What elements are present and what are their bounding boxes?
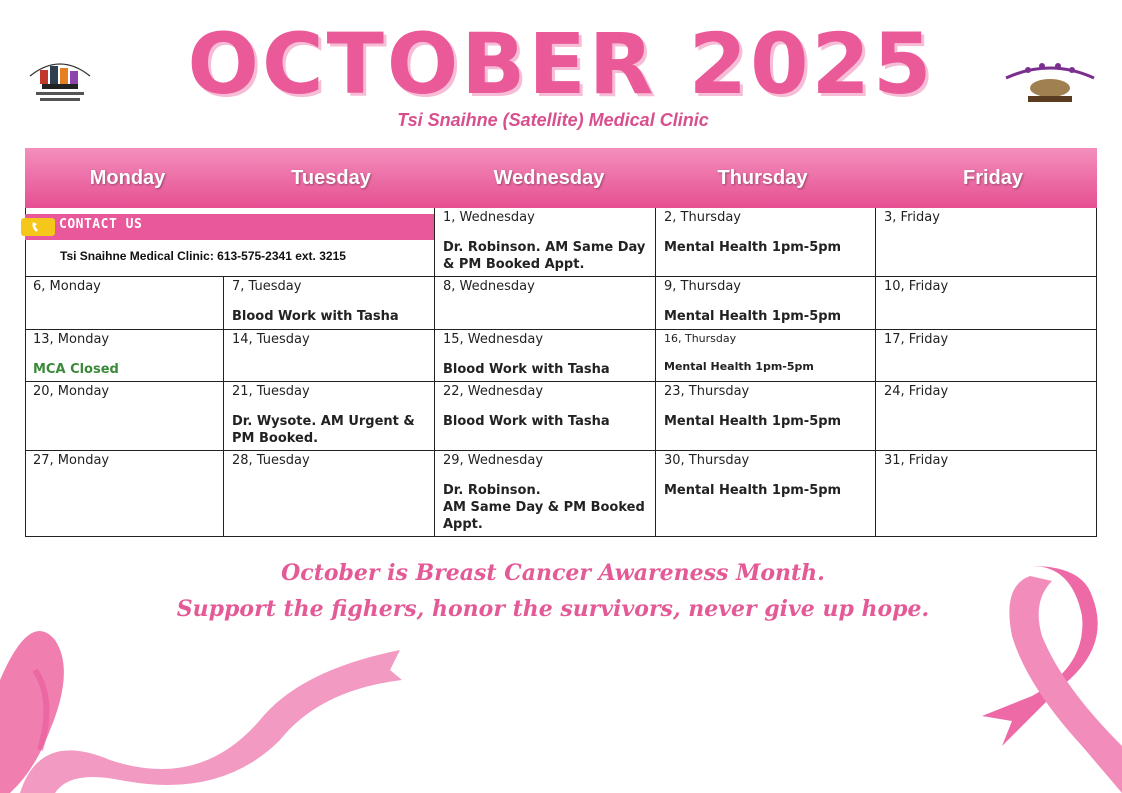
day-header-thursday: Thursday bbox=[717, 167, 808, 189]
event-label: Mental Health 1pm-5pm bbox=[664, 309, 842, 324]
calendar-cell bbox=[656, 451, 876, 537]
date-label: 15, Wednesday bbox=[443, 332, 544, 347]
date-label: 16, Thursday bbox=[664, 332, 737, 345]
date-label: 22, Wednesday bbox=[443, 384, 544, 399]
day-header-wednesday: Wednesday bbox=[493, 167, 605, 189]
calendar-cell bbox=[25, 277, 224, 330]
date-label: 17, Friday bbox=[884, 332, 949, 347]
calendar-cell bbox=[876, 451, 1097, 537]
date-label: 13, Monday bbox=[33, 332, 110, 347]
day-header-monday: Monday bbox=[89, 167, 166, 189]
calendar-cell bbox=[224, 382, 435, 451]
date-label: 7, Tuesday bbox=[232, 279, 302, 294]
date-label: 9, Thursday bbox=[664, 279, 741, 294]
event-label: Dr. Robinson. AM Same Day & PM Booked Appt. bbox=[443, 240, 646, 272]
calendar-cell bbox=[876, 208, 1097, 277]
phone-icon bbox=[21, 218, 55, 236]
date-label: 21, Tuesday bbox=[232, 384, 310, 399]
calendar-cell bbox=[656, 208, 876, 277]
closed-label: MCA Closed bbox=[33, 362, 119, 377]
page-title: OCTOBER 2025 bbox=[187, 15, 935, 113]
awareness-line-1: October is Breast Cancer Awareness Month. bbox=[281, 560, 825, 586]
date-label: 6, Monday bbox=[33, 279, 101, 294]
event-label: AM Same Day & PM Booked Appt. bbox=[443, 500, 645, 532]
calendar-cell bbox=[435, 330, 656, 382]
event-label: Dr. Robinson. bbox=[443, 483, 541, 498]
date-label: 27, Monday bbox=[33, 453, 110, 468]
calendar-cell bbox=[656, 330, 876, 382]
calendar-cell bbox=[435, 382, 656, 451]
contact-phone-text: Tsi Snaihne Medical Clinic: 613-575-2341 ext. 3215 bbox=[60, 249, 346, 263]
date-label: 30, Thursday bbox=[664, 453, 750, 468]
calendar-cell bbox=[435, 277, 656, 330]
calendar-cell bbox=[435, 451, 656, 537]
date-label: 24, Friday bbox=[884, 384, 949, 399]
calendar-cell bbox=[224, 451, 435, 537]
date-label: 29, Wednesday bbox=[443, 453, 544, 468]
date-label: 10, Friday bbox=[884, 279, 949, 294]
calendar-cell bbox=[25, 451, 224, 537]
contact-us-block bbox=[25, 208, 435, 277]
calendar-header-row bbox=[25, 148, 1097, 208]
contact-us-title: CONTACT US bbox=[59, 217, 143, 232]
event-label: Blood Work with Tasha bbox=[232, 309, 399, 324]
date-label: 8, Wednesday bbox=[443, 279, 535, 294]
date-label: 3, Friday bbox=[884, 210, 940, 225]
clinic-subtitle: Tsi Snaihne (Satellite) Medical Clinic bbox=[397, 110, 709, 130]
event-label: Blood Work with Tasha bbox=[443, 414, 610, 429]
mohawk-council-logo-icon bbox=[1002, 58, 1098, 106]
date-label: 1, Wednesday bbox=[443, 210, 535, 225]
event-label: Blood Work with Tasha bbox=[443, 362, 610, 377]
event-label: Mental Health 1pm-5pm bbox=[664, 483, 842, 498]
date-label: 31, Friday bbox=[884, 453, 949, 468]
department-of-health-logo-icon bbox=[22, 48, 98, 116]
event-label: Mental Health 1pm-5pm bbox=[664, 240, 842, 255]
calendar-cell bbox=[876, 330, 1097, 382]
left-pink-ribbon-icon bbox=[0, 610, 410, 793]
calendar-table bbox=[25, 148, 1097, 537]
calendar-cell bbox=[25, 330, 224, 382]
day-header-friday: Friday bbox=[962, 167, 1024, 189]
date-label: 2, Thursday bbox=[664, 210, 741, 225]
event-label: Mental Health 1pm-5pm bbox=[664, 414, 842, 429]
event-label: Mental Health 1pm-5pm bbox=[664, 360, 814, 373]
calendar-cell bbox=[876, 277, 1097, 330]
calendar-cell bbox=[224, 330, 435, 382]
right-pink-ribbon-icon bbox=[972, 566, 1122, 793]
date-label: 20, Monday bbox=[33, 384, 110, 399]
date-label: 28, Tuesday bbox=[232, 453, 310, 468]
calendar-cell bbox=[224, 277, 435, 330]
date-label: 23, Thursday bbox=[664, 384, 750, 399]
calendar-cell bbox=[656, 382, 876, 451]
day-header-tuesday: Tuesday bbox=[291, 167, 371, 189]
calendar-cell bbox=[656, 277, 876, 330]
event-label: Dr. Wysote. AM Urgent & PM Booked. bbox=[232, 414, 415, 446]
date-label: 14, Tuesday bbox=[232, 332, 310, 347]
awareness-line-2: Support the fighers, honor the survivors, never give up hope. bbox=[176, 596, 930, 622]
calendar-cell bbox=[876, 382, 1097, 451]
calendar-cell bbox=[435, 208, 656, 277]
calendar-cell bbox=[25, 382, 224, 451]
